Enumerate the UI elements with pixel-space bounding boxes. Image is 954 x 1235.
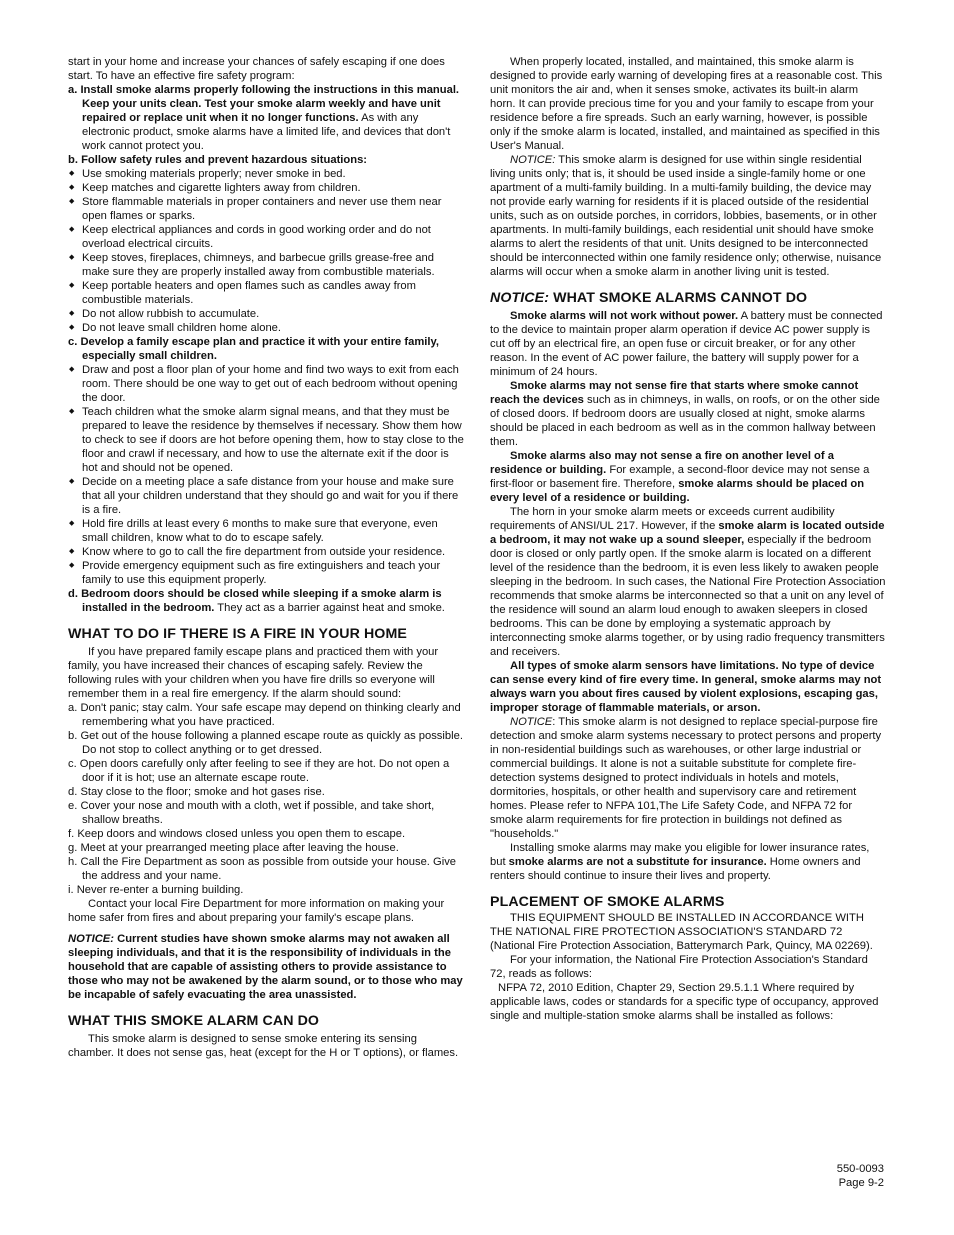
right-column bbox=[490, 55, 886, 1023]
list-item: ◆ Draw and post a floor plan of your home and find two ways to exit from each room. There should be one way to get out of each bedroom without opening the door. bbox=[68, 363, 464, 405]
heading-fire-in-home: WHAT TO DO IF THERE IS A FIRE IN YOUR HOME bbox=[68, 626, 407, 642]
list-item: ◆ Keep portable heaters and open flames such as candles away from combustible materials. bbox=[68, 279, 464, 307]
limitations-paragraph: All types of smoke alarm sensors have limitations. No type of device can sense every kind of fire every time. In general, smoke alarms may not always warn you about fires caused by violent explosions, escaping gas, improper storage of flammable materials, or arson. bbox=[490, 660, 882, 714]
non-residential-notice: NOTICE: This smoke alarm is not designed to replace special-purpose fire detection and smoke alarm systems necessary to protect persons and property in non-residential buildings such as warehouses, or other large industrial or commercial buildings. It alone is not a suitable substitute for complete fire-detection systems designed to protect individuals in hotels and motels, dormitories, hospitals, or other health and supervisory care and retirement homes. Please refer to NFPA 101,The Life Safety Code, and NFPA 72 for smoke alarm requirements for fire protection in buildings not defined as "households." bbox=[490, 716, 882, 840]
list-item: ◆ Store flammable materials in proper containers and never use them near open flames or sparks. bbox=[68, 195, 464, 223]
heading-cannot-do: NOTICE: WHAT SMOKE ALARMS CANNOT DO bbox=[490, 290, 808, 306]
document-number: 550-0093 bbox=[836, 1163, 884, 1175]
left-column bbox=[68, 55, 464, 1060]
item-a-label: a. bbox=[68, 84, 78, 96]
list-item: c. Open doors carefully only after feeling to see if they are hot. Do not open a door if it is hot; use an alternate escape route. bbox=[68, 758, 450, 784]
item-c-label: c. bbox=[68, 336, 78, 348]
list-item: ◆ Keep electrical appliances and cords in good working order and do not overload electrical circuits. bbox=[68, 223, 464, 251]
notice-text: Current studies have shown smoke alarms may not awaken all sleeping individuals, and that it is the responsibility of individuals in the household that are capable of assisting others to provide assistance to those who may not be awakened by the alarm sound, or to those who may be incapable of safely evacuating the area unassisted. bbox=[68, 933, 463, 1001]
list-item: ◆ Do not leave small children home alone. bbox=[68, 321, 464, 335]
insurance-paragraph: Installing smoke alarms may make you eligible for lower insurance rates, but smoke alarms are not a substitute for insurance. Home owners and renters should continue to insure their lives and property. bbox=[490, 842, 870, 882]
other-level-paragraph: Smoke alarms also may not sense a fire on another level of a residence or building. For example, a second-floor device may not sense a first-floor or basement fire. Therefore, smoke alarms should be placed on every level of a residence or building. bbox=[490, 450, 870, 504]
heading-placement: PLACEMENT OF SMOKE ALARMS bbox=[490, 894, 725, 910]
page-number: Page 9-2 bbox=[838, 1177, 884, 1189]
list-item: ◆ Keep stoves, fireplaces, chimneys, and barbecue grills grease-free and make sure they are properly installed away from combustible materials. bbox=[68, 251, 464, 279]
safety-rules-list bbox=[68, 167, 464, 335]
fire-steps-list bbox=[68, 701, 464, 897]
heading-can-do: WHAT THIS SMOKE ALARM CAN DO bbox=[68, 1013, 320, 1029]
item-a-bold: Install smoke alarms properly following the instructions in this manual. Keep your units clean. Test your smoke alarm weekly and have unit repaired or replace unit when it no longer functions. bbox=[80, 84, 460, 124]
list-item: ◆ Provide emergency equipment such as fire extinguishers and teach your family to use this equipment properly. bbox=[68, 559, 464, 587]
list-item: d. Stay close to the floor; smoke and hot gases rise. bbox=[68, 786, 325, 798]
list-item: f. Keep doors and windows closed unless you open them to escape. bbox=[68, 828, 406, 840]
item-a bbox=[68, 83, 464, 153]
list-item: b. Get out of the house following a planned escape route as quickly as possible. Do not stop to collect anything or to get dressed. bbox=[68, 730, 463, 756]
list-item: ◆ Teach children what the smoke alarm signal means, and that they must be prepared to leave the residence by themselves if necessary. Show them how to check to see if doors are hot before opening them, how to stay close to the floor and crawl if necessary, and how to use the alternate exit if the door is hot and should not be opened. bbox=[68, 405, 464, 475]
list-item: ◆ Hold fire drills at least every 6 months to make sure that everyone, even small children, know what to do to escape safely. bbox=[68, 517, 464, 545]
contact-text: Contact your local Fire Department for more information on making your home safer from fires and about preparing your family's escape plans. bbox=[68, 898, 445, 924]
list-item: a. Don't panic; stay calm. Your safe escape may depend on thinking clearly and remembering what you have practiced. bbox=[68, 702, 461, 728]
list-item: e. Cover your nose and mouth with a cloth, wet if possible, and take short, shallow breaths. bbox=[68, 800, 435, 826]
item-c bbox=[68, 335, 464, 363]
list-item: i. Never re-enter a burning building. bbox=[68, 884, 244, 896]
page-footer bbox=[837, 1162, 884, 1190]
item-d-bold: Bedroom doors should be closed while sleeping if a smoke alarm is installed in the bedroom. bbox=[81, 588, 442, 614]
nfpa-quote: NFPA 72, 2010 Edition, Chapter 29, Section 29.5.1.1 Where required by applicable laws, codes or standards for a specific type of occupancy, approved single and multiple-station smoke alarms shall be installed as follows: bbox=[490, 982, 879, 1022]
early-warning-text: When properly located, installed, and maintained, this smoke alarm is designed to provide early warning of developing fires at a reasonable cost. This unit monitors the air and, when it senses smoke, activates its built-in alarm horn. It can provide precious time for you and your family to escape from your residence before a fire spreads. Such an early warning, however, is possible only if the smoke alarm is located, installed, and maintained as specified in this User's Manual. bbox=[490, 56, 883, 152]
item-d-label: d. bbox=[68, 588, 78, 600]
list-item: h. Call the Fire Department as soon as possible from outside your house. Give the address and your name. bbox=[68, 856, 457, 882]
item-b-bold: Follow safety rules and prevent hazardous situations: bbox=[81, 154, 368, 166]
list-item: ◆ Do not allow rubbish to accumulate. bbox=[68, 307, 464, 321]
list-item: ◆ Keep matches and cigarette lighters away from children. bbox=[68, 181, 464, 195]
list-item: ◆ Know where to go to call the fire department from outside your residence. bbox=[68, 545, 464, 559]
list-item: ◆ Use smoking materials properly; never smoke in bed. bbox=[68, 167, 464, 181]
notice-label: NOTICE: bbox=[68, 933, 114, 945]
item-d bbox=[68, 587, 464, 615]
can-do-text: This smoke alarm is designed to sense smoke entering its sensing chamber. It does not sense gas, heat (except for the H or T options), or flames. bbox=[68, 1033, 459, 1059]
item-b-label: b. bbox=[68, 154, 78, 166]
notice-label: NOTICE: bbox=[490, 290, 550, 306]
single-unit-notice: NOTICE: This smoke alarm is designed for use within single residential living units only; that is, it should be used inside a single-family home or one apartment of a multi-family building. In a multi-family building, the device may not provide early warning for residents if it is placed outside of the residential units, such as on outside porches, in corridors, lobbies, basements, or in other apartments. In multi-family buildings, each residential unit should have smoke alarms to alert the residents of that unit. Units designed to be interconnected should be interconnected within one family residence only; otherwise, nuisance alarms will occur when a smoke alarm in another living unit is tested. bbox=[490, 154, 882, 278]
notice-label: NOTICE: bbox=[510, 154, 556, 166]
list-item: g. Meet at your prearranged meeting place after leaving the house. bbox=[68, 842, 399, 854]
placement-standard: THIS EQUIPMENT SHOULD BE INSTALLED IN ACCORDANCE WITH THE NATIONAL FIRE PROTECTION ASSOCIATION'S STANDARD 72 (National Fire Protection Association, Batterymarch Park, Quincy, MA 02269). bbox=[490, 912, 873, 952]
escape-plan-list bbox=[68, 363, 464, 587]
list-item: ◆ Decide on a meeting place a safe distance from your house and make sure that all your children understand that they should go and wait for you if there is a fire. bbox=[68, 475, 464, 517]
item-a-rest: As with any electronic product, smoke alarms have a limited life, and devices that don't work cannot protect you. bbox=[82, 112, 451, 152]
notice-label: NOTICE bbox=[510, 716, 553, 728]
horn-paragraph: The horn in your smoke alarm meets or exceeds current audibility requirements of ANSI/UL 217. However, if the smoke alarm is located outside a bedroom, it may not wake up a sound sleeper, especially if the bedroom door is closed or only partly open. If the smoke alarm is located on a different level of the residence than the bedroom, it is even less likely to awaken people sleeping in the bedroom. In such cases, the National Fire Protection Association recommends that smoke alarms be interconnected so that a unit on any level of the residence will sound an alarm loud enough to awaken sleepers in closed bedrooms. This can be done by employing a systematic approach by interconnecting smoke alarms together, or by using radio frequency transmitters and receivers. bbox=[490, 506, 886, 658]
placement-info: For your information, the National Fire Protection Association's Standard 72, reads as follows: bbox=[490, 954, 868, 980]
item-d-rest: They act as a barrier against heat and smoke. bbox=[214, 602, 445, 614]
fire-intro: If you have prepared family escape plans and practiced them with your family, you have increased their chances of escaping safely. Review the following rules with your children when you have fire drills so everyone will remember them in a real fire emergency. If the alarm should sound: bbox=[68, 646, 439, 700]
item-b bbox=[68, 153, 464, 167]
intro-text: start in your home and increase your chances of safely escaping if one does start. To have an effective fire safety program: bbox=[68, 56, 445, 82]
item-c-bold: Develop a family escape plan and practice it with your entire family, especially small children. bbox=[80, 336, 439, 362]
power-paragraph: Smoke alarms will not work without power. A battery must be connected to the device to maintain proper alarm operation if device AC power supply is cut off by an electrical fire, an open fuse or circuit breaker, or for any other reason. In the event of AC power failure, the battery will supply power for a minimum of 24 hours. bbox=[490, 310, 883, 378]
notice-paragraph bbox=[68, 932, 464, 1002]
smoke-reach-paragraph: Smoke alarms may not sense fire that starts where smoke cannot reach the devices such as in chimneys, in walls, on roofs, or on the other side of closed doors. If bedroom doors are usually closed at night, smoke alarms should be placed in each bedroom as well as in the common hallway between them. bbox=[490, 380, 880, 448]
